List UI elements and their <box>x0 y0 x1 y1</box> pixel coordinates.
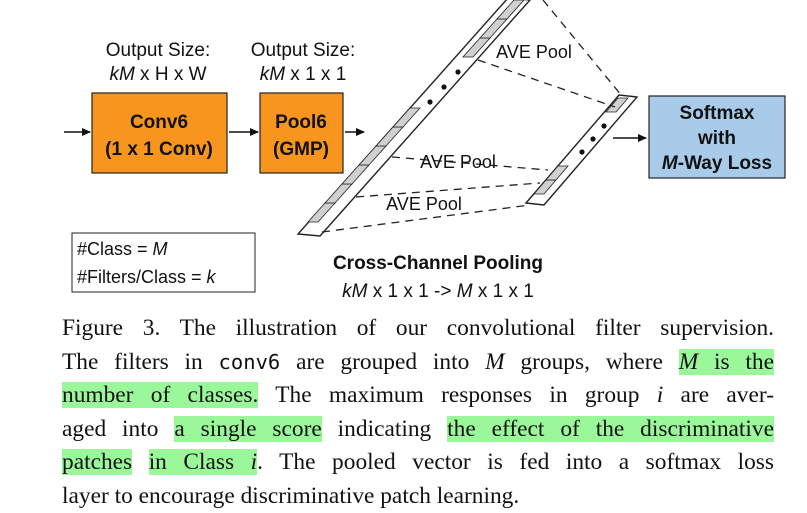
legend-class-count: #Class = M <box>77 239 168 259</box>
highlight-single-score: a single score <box>174 415 322 442</box>
caption-line-2: The filters in conv6 are grouped into M groups, where M is the <box>62 348 774 375</box>
highlight-num-classes-a: M is the <box>678 348 774 375</box>
ave-pool-label-3: AVE Pool <box>386 194 462 214</box>
figure-caption <box>62 312 774 513</box>
ave-pool-label-1: AVE Pool <box>496 42 572 62</box>
pool6-subtitle: (GMP) <box>273 139 329 160</box>
highlight-in-class-i: in Class i <box>148 449 258 475</box>
channel-strip-M <box>526 95 637 205</box>
ellipsis-dot <box>601 123 606 128</box>
pooling-title: Cross-Channel Pooling <box>332 253 544 274</box>
output-size-dims-1: kM x H x W <box>109 64 207 85</box>
output-size-label-1 <box>106 40 211 85</box>
softmax-with: with <box>698 128 736 149</box>
pooling-dashed-lines <box>322 0 622 232</box>
caption-line-5: patches in Class i. The pooled vector is fed into a softmax loss <box>62 449 774 475</box>
legend-filters-per-class: #Filters/Class = k <box>77 267 216 287</box>
highlight-patches: patches <box>62 449 133 475</box>
output-size-title-1: Output Size: <box>105 40 211 61</box>
ellipsis-dot <box>455 69 460 74</box>
caption-line-1: Figure 3. The illustration of our convolutional filter supervision. <box>62 315 774 341</box>
output-size-dims-2: kM x 1 x 1 <box>259 64 347 85</box>
pool6-block <box>260 93 343 173</box>
softmax-block <box>649 96 785 178</box>
ellipsis-dot <box>579 149 584 154</box>
output-size-title-2: Output Size: <box>250 40 356 61</box>
softmax-loss: M-Way Loss <box>661 153 773 174</box>
code-conv6: conv6 <box>218 349 281 374</box>
caption-line-4: aged into a single score indicating the effect of the discriminative <box>62 415 774 442</box>
conv6-subtitle: (1 x 1 Conv) <box>105 139 213 160</box>
ave-pool-label-2: AVE Pool <box>420 152 496 172</box>
ellipsis-dot <box>427 99 432 104</box>
caption-line-6: layer to encourage discriminative patch learning. <box>62 482 520 509</box>
conv6-title: Conv6 <box>129 112 189 133</box>
conv6-box <box>92 93 227 173</box>
caption-line-3: number of classes. The maximum responses in group i are aver- <box>62 382 774 408</box>
output-size-label-2 <box>251 40 356 85</box>
conv6-block <box>92 93 227 173</box>
pool6-box <box>260 93 343 173</box>
highlight-num-classes-b: number of classes. <box>62 382 259 408</box>
legend-box <box>72 233 255 292</box>
ellipsis-dot <box>441 84 446 89</box>
pooling-dims: kM x 1 x 1 -> M x 1 x 1 <box>342 281 534 302</box>
softmax-title: Softmax <box>679 103 755 124</box>
ellipsis-dot <box>590 136 595 141</box>
pool6-title: Pool6 <box>275 112 327 133</box>
highlight-effect: the effect of the discriminative <box>447 415 774 442</box>
